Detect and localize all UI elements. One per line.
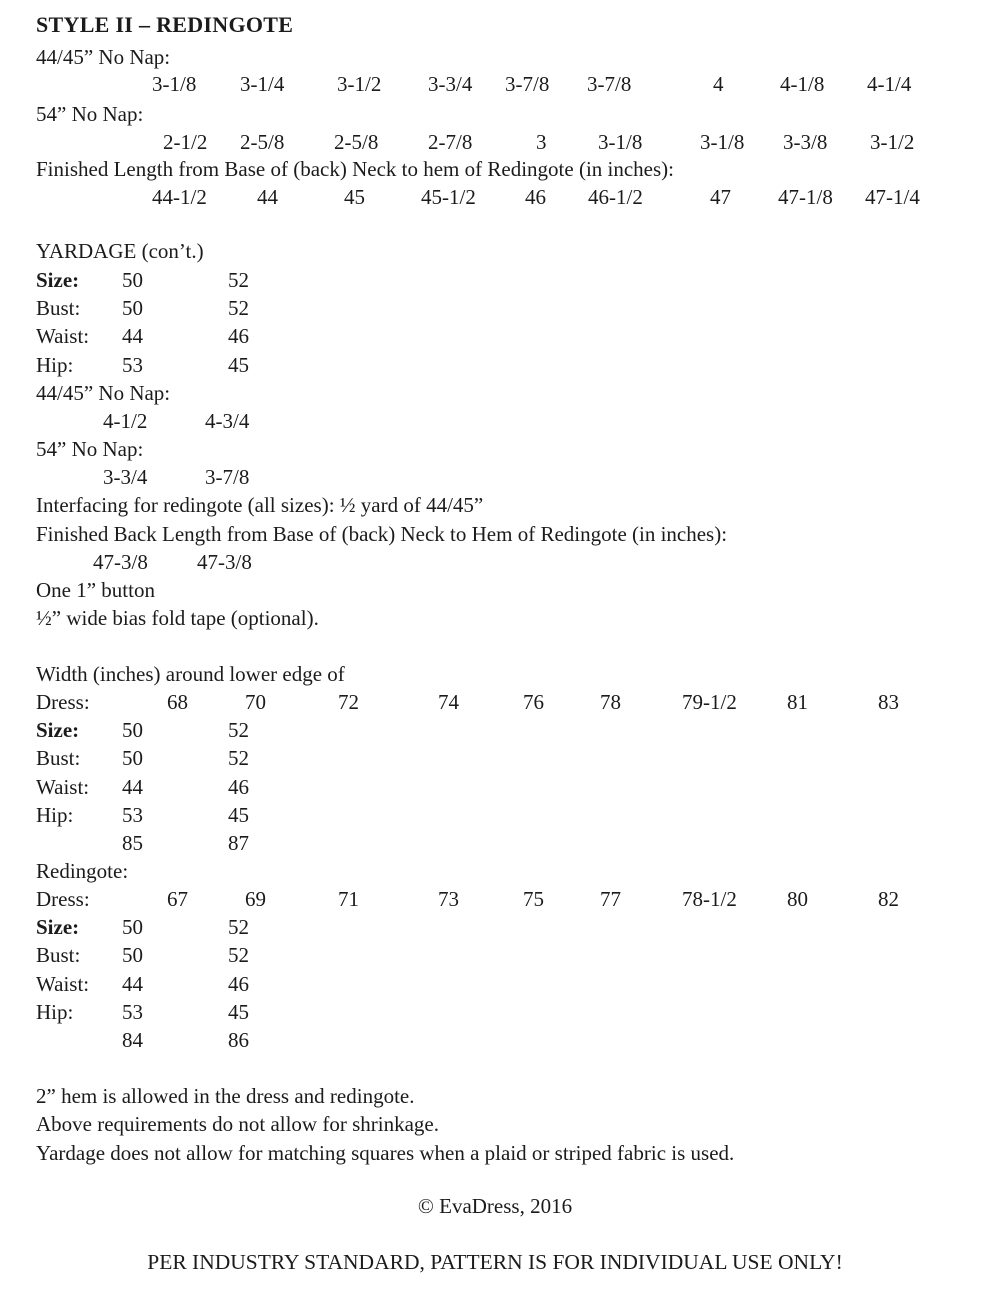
- extra-value: 85: [122, 831, 143, 855]
- yardage-hip-row: [0, 351, 990, 379]
- width-value: 69: [245, 887, 266, 911]
- length-value: 47-1/4: [865, 185, 920, 209]
- waist-value: 44: [122, 324, 143, 348]
- bust-value: 52: [228, 746, 249, 770]
- yardage-nap4445-label: 44/45” No Nap:: [36, 381, 171, 405]
- hip-label: Hip:: [36, 1000, 74, 1024]
- waist-value: 46: [228, 972, 249, 996]
- redingote-hip-row: [0, 998, 990, 1026]
- bust-value: 50: [122, 943, 143, 967]
- bust-value: 52: [228, 296, 249, 320]
- length-value: 47-3/8: [93, 550, 148, 574]
- length-value: 47-3/8: [197, 550, 252, 574]
- length-value: 47-1/8: [778, 185, 833, 209]
- extra-value: 87: [228, 831, 249, 855]
- width-value: 74: [438, 690, 459, 714]
- waist-value: 46: [228, 324, 249, 348]
- redingote-waist-row: [0, 970, 990, 998]
- bust-value: 50: [122, 746, 143, 770]
- style2-nap4445-values-row: [0, 70, 990, 98]
- hip-value: 45: [228, 1000, 249, 1024]
- width-value: 76: [523, 690, 544, 714]
- width-value: 72: [338, 690, 359, 714]
- width-value: 78-1/2: [682, 887, 737, 911]
- yardage-value: 4: [713, 72, 724, 96]
- extra-value: 86: [228, 1028, 249, 1052]
- yardage-value: 3-3/4: [428, 72, 473, 96]
- yardage-value: 2-5/8: [240, 130, 285, 154]
- waist-value: 44: [122, 775, 143, 799]
- width-value: 73: [438, 887, 459, 911]
- waist-label: Waist:: [36, 324, 90, 348]
- plaid-note: Yardage does not allow for matching squares when a plaid or striped fabric is used.: [36, 1141, 735, 1165]
- shrinkage-note: Above requirements do not allow for shrinkage.: [36, 1112, 439, 1136]
- yardage-bust-row: [0, 294, 990, 322]
- hip-label: Hip:: [36, 353, 74, 377]
- length-value: 47: [710, 185, 731, 209]
- yardage-size-row: [0, 266, 990, 294]
- yardage-value: 4-3/4: [205, 409, 250, 433]
- redingote-size-row: [0, 913, 990, 941]
- size-value: 50: [122, 718, 143, 742]
- hip-value: 53: [122, 803, 143, 827]
- width-value: 71: [338, 887, 359, 911]
- yardage-value: 4-1/2: [103, 409, 148, 433]
- bust-label: Bust:: [36, 296, 81, 320]
- length-value: 46-1/2: [588, 185, 643, 209]
- button-note: One 1” button: [36, 578, 155, 602]
- width-value: 68: [167, 690, 188, 714]
- hip-label: Hip:: [36, 803, 74, 827]
- width-value: 81: [787, 690, 808, 714]
- style2-nap54-label: 54” No Nap:: [36, 102, 144, 126]
- redingote-extra-row: [0, 1026, 990, 1054]
- yardage-value: 3-7/8: [505, 72, 550, 96]
- length-value: 45: [344, 185, 365, 209]
- yardage-value: 4-1/4: [867, 72, 912, 96]
- yardage-value: 2-5/8: [334, 130, 379, 154]
- yardage-heading: YARDAGE (con’t.): [36, 239, 204, 263]
- yardage-value: 2-7/8: [428, 130, 473, 154]
- width-value: 80: [787, 887, 808, 911]
- width-value: 67: [167, 887, 188, 911]
- interfacing-note: Interfacing for redingote (all sizes): ½ yard of 44/45”: [36, 493, 484, 517]
- redingote-label: Redingote:: [36, 859, 129, 883]
- size-label: Size:: [36, 268, 80, 292]
- finished-length-values-row: [0, 183, 990, 211]
- bust-value: 50: [122, 296, 143, 320]
- yardage-waist-row: [0, 322, 990, 350]
- width-value: 70: [245, 690, 266, 714]
- bust-label: Bust:: [36, 943, 81, 967]
- width-value: 83: [878, 690, 899, 714]
- length-value: 45-1/2: [421, 185, 476, 209]
- yardage-value: 3-1/4: [240, 72, 285, 96]
- yardage-value: 3-7/8: [587, 72, 632, 96]
- waist-value: 44: [122, 972, 143, 996]
- bust-value: 52: [228, 943, 249, 967]
- yardage-value: 3-1/2: [337, 72, 382, 96]
- style2-nap54-values-row: [0, 128, 990, 156]
- hem-note: 2” hem is allowed in the dress and redingote.: [36, 1084, 415, 1108]
- hip-value: 53: [122, 353, 143, 377]
- page-title: STYLE II – REDINGOTE: [36, 12, 294, 37]
- size-label: Size:: [36, 915, 80, 939]
- size-value: 52: [228, 268, 249, 292]
- yardage-value: 3-3/8: [783, 130, 828, 154]
- size-value: 50: [122, 268, 143, 292]
- width-dress-row: [0, 688, 990, 716]
- redingote-bust-row: [0, 941, 990, 969]
- width-value: 77: [600, 887, 621, 911]
- yardage-value: 3-3/4: [103, 465, 148, 489]
- waist-label: Waist:: [36, 775, 90, 799]
- hip-value: 45: [228, 353, 249, 377]
- width-waist-row: [0, 773, 990, 801]
- yardage-nap54-label: 54” No Nap:: [36, 437, 144, 461]
- waist-label: Waist:: [36, 972, 90, 996]
- waist-value: 46: [228, 775, 249, 799]
- yardage-value: 4-1/8: [780, 72, 825, 96]
- yardage-value: 3-1/8: [700, 130, 745, 154]
- style2-nap4445-label: 44/45” No Nap:: [36, 45, 171, 69]
- length-value: 44-1/2: [152, 185, 207, 209]
- bias-tape-note: ½” wide bias fold tape (optional).: [36, 606, 319, 630]
- finished-length-label: Finished Length from Base of (back) Neck to hem of Redingote (in inches):: [36, 157, 674, 181]
- hip-value: 53: [122, 1000, 143, 1024]
- finished-back-length-values-row: [0, 548, 990, 576]
- yardage-value: 3: [536, 130, 547, 154]
- yardage-value: 3-1/2: [870, 130, 915, 154]
- size-value: 50: [122, 915, 143, 939]
- copyright-line: © EvaDress, 2016: [417, 1194, 573, 1218]
- width-size-row: [0, 716, 990, 744]
- bust-label: Bust:: [36, 746, 81, 770]
- legal-line: PER INDUSTRY STANDARD, PATTERN IS FOR INDIVIDUAL USE ONLY!: [147, 1250, 843, 1274]
- yardage-value: 2-1/2: [163, 130, 208, 154]
- yardage-value: 3-7/8: [205, 465, 250, 489]
- size-value: 52: [228, 915, 249, 939]
- size-value: 52: [228, 718, 249, 742]
- width-value: 79-1/2: [682, 690, 737, 714]
- finished-back-length-label: Finished Back Length from Base of (back) Neck to Hem of Redingote (in inches):: [36, 522, 728, 546]
- yardage-value: 3-1/8: [598, 130, 643, 154]
- width-value: 75: [523, 887, 544, 911]
- extra-value: 84: [122, 1028, 143, 1052]
- width-heading: Width (inches) around lower edge of: [36, 662, 345, 686]
- yardage-nap54-values-row: [0, 463, 990, 491]
- width-bust-row: [0, 744, 990, 772]
- length-value: 44: [257, 185, 278, 209]
- size-label: Size:: [36, 718, 80, 742]
- yardage-value: 3-1/8: [152, 72, 197, 96]
- width-value: 82: [878, 887, 899, 911]
- hip-value: 45: [228, 803, 249, 827]
- width-value: 78: [600, 690, 621, 714]
- length-value: 46: [525, 185, 546, 209]
- width-extra-row: [0, 829, 990, 857]
- dress-label: Dress:: [36, 690, 90, 714]
- width-hip-row: [0, 801, 990, 829]
- yardage-nap4445-values-row: [0, 407, 990, 435]
- dress-label: Dress:: [36, 887, 90, 911]
- redingote-dress-row: [0, 885, 990, 913]
